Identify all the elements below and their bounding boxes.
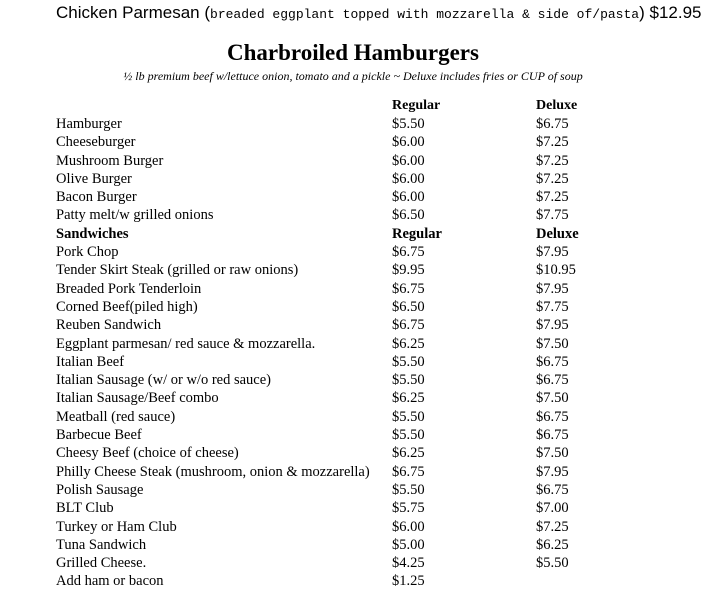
section-title: Charbroiled Hamburgers [227,40,479,65]
top-item-description: breaded eggplant topped with mozzarella & side of/pasta [210,7,640,22]
menu-item-name: Meatball (red sauce) [56,408,176,425]
price-regular: Regular [392,225,442,242]
price-deluxe: $10.95 [536,262,576,279]
menu-item-name: Olive Burger [56,170,132,187]
menu-item-name: Polish Sausage [56,481,144,498]
price-regular: $6.50 [392,298,425,315]
price-regular: $5.50 [392,408,425,425]
price-deluxe: $6.75 [536,353,569,370]
price-regular: $6.75 [392,280,425,297]
menu-item-name: Grilled Cheese. [56,555,147,572]
price-deluxe: $7.25 [536,134,569,151]
price-deluxe: Deluxe [536,225,579,242]
price-regular: $1.25 [392,573,425,590]
price-regular: $6.00 [392,170,425,187]
price-deluxe: $7.95 [536,280,569,297]
price-deluxe: $7.25 [536,152,569,169]
column-header-regular: Regular [392,98,441,113]
menu-item-name: Patty melt/w grilled onions [56,207,214,224]
top-item-price: $12.95 [649,3,702,22]
price-regular: $5.50 [392,427,425,444]
price-regular: $6.25 [392,445,425,462]
menu-item-name: Philly Cheese Steak (mushroom, onion & mozzarella) [56,463,370,480]
menu-item-name: Italian Beef [56,353,125,370]
menu-item-name: Cheeseburger [56,134,136,151]
menu-item-name: Hamburger [56,116,122,132]
price-regular: $5.50 [392,481,425,498]
price-deluxe: $5.50 [536,555,569,572]
menu-item-name: BLT Club [56,500,114,517]
price-regular: $6.25 [392,335,425,352]
price-regular: $5.50 [392,116,425,132]
menu-item-name: Italian Sausage/Beef combo [56,390,219,407]
price-deluxe: $6.75 [536,116,569,132]
menu-item-name: Cheesy Beef (choice of cheese) [56,445,239,462]
price-regular: $6.00 [392,152,425,169]
price-deluxe: $6.25 [536,536,569,553]
price-deluxe: $7.95 [536,317,569,334]
price-deluxe: $7.25 [536,518,569,535]
menu-item-name: Reuben Sandwich [56,317,162,334]
price-regular: $6.75 [392,244,425,261]
price-deluxe: $7.25 [536,170,569,187]
price-deluxe: $7.50 [536,445,569,462]
price-deluxe: $7.75 [536,298,569,315]
price-regular: $5.00 [392,536,425,553]
menu-item-name: Tender Skirt Steak (grilled or raw onions) [56,262,299,279]
price-deluxe: $7.00 [536,500,569,517]
price-regular: $6.00 [392,189,425,206]
menu-item-name: Italian Sausage (w/ or w/o red sauce) [56,372,272,389]
price-regular: $9.95 [392,262,425,279]
price-deluxe: $6.75 [536,427,569,444]
price-deluxe: $7.25 [536,189,569,206]
top-item-name: Chicken Parmesan [56,3,200,22]
price-deluxe: $7.95 [536,463,569,480]
section-subtitle: ½ lb premium beef w/lettuce onion, tomato and a pickle ~ Deluxe includes fries or CUP of soup [123,69,583,83]
price-deluxe: $7.50 [536,335,569,352]
menu-item-name: Corned Beef(piled high) [56,298,198,315]
price-deluxe: $6.75 [536,372,569,389]
menu-item-name: Tuna Sandwich [56,536,147,553]
price-regular: $6.00 [392,134,425,151]
price-regular: $5.50 [392,353,425,370]
menu-item-name: Barbecue Beef [56,427,142,444]
price-regular: $6.00 [392,518,425,535]
menu-item-name: Eggplant parmesan/ red sauce & mozzarella. [56,335,316,352]
top-menu-item: Chicken Parmesan (breaded eggplant topped with mozzarella & side of/pasta) $12.95 [56,3,702,22]
menu-item-name: Pork Chop [56,244,119,261]
price-regular: $5.75 [392,500,425,517]
price-regular: $6.25 [392,390,425,407]
menu-item-name: Sandwiches [56,225,129,242]
menu-item-name: Bacon Burger [56,189,137,206]
price-deluxe: $7.95 [536,244,569,261]
price-deluxe: $6.75 [536,408,569,425]
menu-item-name: Add ham or bacon [56,573,164,590]
price-regular: $6.50 [392,207,425,224]
price-regular: $4.25 [392,555,425,572]
price-regular: $5.50 [392,372,425,389]
column-header-deluxe: Deluxe [536,98,578,113]
menu-item-name: Mushroom Burger [56,152,164,169]
menu-item-name: Breaded Pork Tenderloin [56,280,202,297]
menu-item-name: Turkey or Ham Club [56,518,177,535]
price-regular: $6.75 [392,317,425,334]
price-regular: $6.75 [392,463,425,480]
price-deluxe: $6.75 [536,481,569,498]
price-deluxe: $7.50 [536,390,569,407]
price-deluxe: $7.75 [536,207,569,224]
